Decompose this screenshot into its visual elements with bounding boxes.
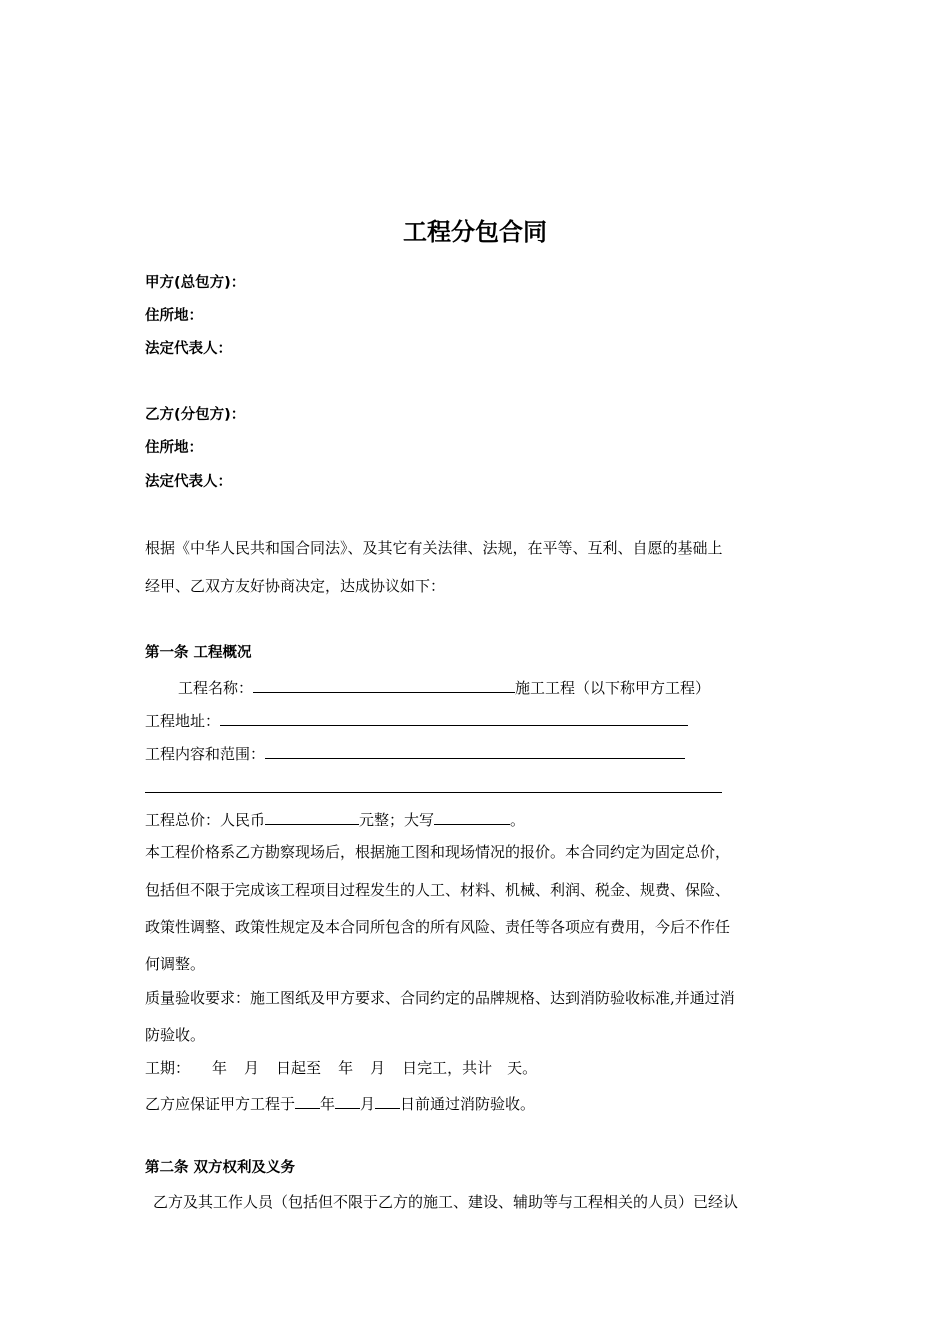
period-to: 日完工，共计 [402, 1059, 493, 1077]
preamble-line-1: 根据《中华人民共和国合同法》、及其它有关法律、法规，在平等、互利、自愿的基础上 [145, 539, 723, 557]
project-name-line [178, 676, 710, 698]
period-month-2: 月 [370, 1059, 386, 1077]
period-label: 工期： [145, 1059, 191, 1077]
price-desc-line-1: 本工程价格系乙方勘察现场后，根据施工图和现场情况的报价。本合同约定为固定总价， [145, 843, 731, 861]
party-b-label: 乙方(分包方)： [145, 407, 246, 423]
acceptance-year-blank [295, 1092, 320, 1109]
project-scope-line [145, 742, 685, 764]
period-year-2: 年 [338, 1059, 354, 1077]
acceptance-line [145, 1092, 535, 1114]
preamble-line-2: 经甲、乙双方友好协商决定，达成协议如下： [145, 577, 446, 595]
price-amount-blank [265, 808, 359, 825]
quality-line-1: 质量验收要求：施工图纸及甲方要求、合同约定的品牌规格、达到消防验收标准,并通过消 [145, 989, 735, 1007]
period-year: 年 [212, 1059, 228, 1077]
project-scope-continuation-blank [145, 792, 722, 793]
project-scope-label: 工程内容和范围： [145, 745, 266, 763]
project-scope-blank [265, 742, 685, 759]
price-line [145, 808, 525, 830]
contract-title: 工程分包合同 [403, 218, 547, 246]
acceptance-suffix: 日前通过消防验收。 [400, 1095, 536, 1113]
party-a-label: 甲方(总包方)： [145, 275, 246, 291]
period-line [145, 1058, 537, 1078]
price-label: 工程总价：人民币 [145, 811, 266, 829]
acceptance-day-blank [375, 1092, 400, 1109]
price-words-blank [434, 808, 510, 825]
article-1-heading: 第一条 工程概况 [145, 645, 252, 661]
price-desc-line-2: 包括但不限于完成该工程项目过程发生的人工、材料、机械、利润、税金、规费、保险、 [145, 881, 731, 899]
article-2-line-1: 乙方及其工作人员（包括但不限于乙方的施工、建设、辅助等与工程相关的人员）已经认 [153, 1193, 739, 1211]
price-end: 。 [510, 811, 526, 829]
acceptance-year: 年 [320, 1095, 336, 1113]
party-b-rep-label: 法定代表人： [145, 474, 232, 490]
acceptance-prefix: 乙方应保证甲方工程于 [145, 1095, 296, 1113]
project-site-line [145, 709, 688, 731]
acceptance-month: 月 [360, 1095, 376, 1113]
party-a-address-label: 住所地： [145, 308, 203, 324]
project-name-suffix: 施工工程（以下称甲方工程） [515, 679, 711, 697]
project-name-blank [253, 676, 515, 693]
period-days: 天。 [507, 1059, 538, 1077]
party-a-rep-label: 法定代表人： [145, 341, 232, 357]
quality-line-2: 防验收。 [145, 1026, 206, 1044]
price-desc-line-3: 政策性调整、政策性规定及本合同所包含的所有风险、责任等各项应有费用，今后不作任 [145, 918, 731, 936]
price-mid: 元整；大写 [359, 811, 435, 829]
party-b-address-label: 住所地： [145, 440, 203, 456]
project-site-blank [220, 709, 688, 726]
period-from: 日起至 [276, 1059, 322, 1077]
project-site-label: 工程地址： [145, 712, 221, 730]
acceptance-month-blank [335, 1092, 360, 1109]
price-desc-line-4: 何调整。 [145, 955, 206, 973]
period-month: 月 [244, 1059, 260, 1077]
project-name-label: 工程名称： [178, 679, 254, 697]
article-2-heading: 第二条 双方权利及义务 [145, 1160, 296, 1176]
